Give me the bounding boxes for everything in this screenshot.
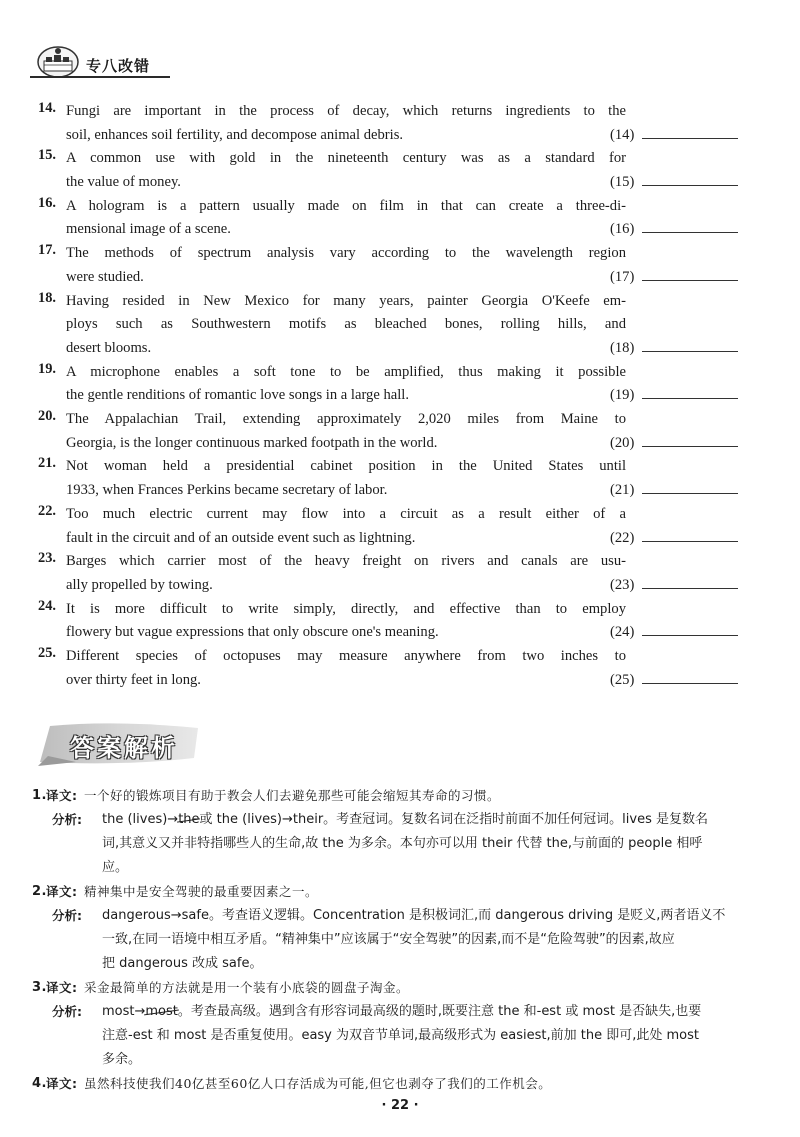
- translation-text: 精神集中是安全驾驶的最重要因素之一。: [84, 884, 319, 899]
- analysis-text: 。考查最高级。遇到含有形容词最高级的题时,既要注意 the 和-est 或 most 是否缺失,也要: [177, 1004, 702, 1019]
- question-list: [38, 100, 758, 692]
- analysis-line: [32, 1048, 752, 1072]
- analysis-text: 把 dangerous 改成 safe。: [102, 956, 263, 971]
- question-text-line: Different species of octopuses may measure anywhere from two inches to: [66, 648, 626, 664]
- blank-underline[interactable]: [642, 337, 738, 352]
- question-number: 21.: [38, 455, 56, 472]
- question-item: [38, 100, 758, 147]
- explanation-item: [32, 1072, 752, 1096]
- analysis-text: 一致,在同一语境中相互矛盾。“精神集中”应该属于“安全驾驶”的因素,而不是“危险驾驶”的因素,故应: [102, 932, 675, 947]
- struck-word: most: [145, 1004, 178, 1019]
- question-text-line: soil, enhances soil fertility, and decompose animal debris.: [66, 126, 404, 143]
- answer-blank[interactable]: [610, 479, 738, 503]
- header-divider: [30, 76, 170, 78]
- question-text-line: Barges which carrier most of the heavy freight on rivers and canals are usu-: [66, 553, 626, 570]
- answer-blank[interactable]: [610, 384, 738, 408]
- analysis-label: 分析:: [52, 1004, 82, 1019]
- question-number: 22.: [38, 502, 56, 519]
- blank-underline[interactable]: [642, 124, 738, 139]
- analysis-line: [32, 928, 752, 952]
- analysis-text: the (lives)→: [102, 812, 179, 827]
- answer-blank[interactable]: [610, 337, 738, 361]
- analysis-line: [32, 1000, 752, 1024]
- answer-blank[interactable]: [610, 171, 738, 195]
- question-item: [38, 408, 758, 455]
- blank-underline[interactable]: [642, 574, 738, 589]
- blank-label: (14): [610, 126, 635, 143]
- struck-word: the: [178, 812, 200, 827]
- analysis-line: [32, 832, 752, 856]
- explanation-item: [32, 976, 752, 1072]
- translation-label: 译文:: [46, 788, 78, 803]
- question-item: [38, 645, 758, 692]
- blank-label: (17): [610, 268, 635, 285]
- analysis-text: 注意-est 和 most 是否重复使用。easy 为双音节单词,最高级形式为 easiest,前加 the 即可,此处 most: [102, 1028, 699, 1043]
- question-text-line: The methods of spectrum analysis vary according to the wavelength region: [66, 245, 626, 262]
- question-text-line: ally propelled by towing.: [66, 576, 213, 593]
- explanation-number: 3.: [32, 980, 47, 995]
- question-text-line: were studied.: [66, 268, 144, 285]
- question-text-line: A hologram is a pattern usually made on film in that can create a three-di-: [66, 197, 626, 214]
- analysis-text: most→: [102, 1004, 146, 1019]
- answer-blank[interactable]: [610, 669, 738, 693]
- question-number: 17.: [38, 242, 56, 259]
- analysis-text: 多余。: [102, 1052, 142, 1067]
- question-text-line: Not woman held a presidential cabinet position in the United States until: [66, 458, 626, 475]
- question-text-line: A common use with gold in the nineteenth century was as a standard for: [66, 150, 626, 167]
- blank-label: (18): [610, 339, 635, 356]
- question-text-line: the value of money.: [66, 174, 181, 191]
- translation-label: 译文:: [46, 1076, 78, 1091]
- analysis-line: [32, 1024, 752, 1048]
- blank-underline[interactable]: [642, 479, 738, 494]
- answer-blank[interactable]: [610, 124, 738, 148]
- blank-underline[interactable]: [642, 527, 738, 542]
- question-text-line: flowery but vague expressions that only obscure one's meaning.: [66, 624, 439, 641]
- question-item: [38, 598, 758, 645]
- question-text-line: The Appalachian Trail, extending approximately 2,020 miles from Maine to: [66, 411, 626, 428]
- book-logo-icon: [36, 44, 80, 80]
- question-number: 14.: [38, 100, 56, 116]
- answer-blank[interactable]: [610, 218, 738, 242]
- blank-underline[interactable]: [642, 171, 738, 186]
- blank-label: (22): [610, 529, 635, 546]
- analysis-line: [32, 808, 752, 832]
- analysis-label: 分析:: [52, 812, 82, 827]
- question-text-line: It is more difficult to write simply, directly, and effective than to employ: [66, 600, 626, 617]
- blank-label: (19): [610, 387, 635, 404]
- question-text-line: Too much electric current may flow into a circuit as a result either of a: [66, 505, 626, 522]
- explanation-number: 4.: [32, 1076, 47, 1091]
- blank-label: (20): [610, 434, 635, 451]
- analysis-text: 应。: [102, 860, 129, 875]
- answer-blank[interactable]: [610, 574, 738, 598]
- page-header: [36, 44, 166, 84]
- blank-underline[interactable]: [642, 266, 738, 281]
- question-text-line: Georgia, is the longer continuous marked footpath in the world.: [66, 434, 438, 451]
- translation-label: 译文:: [46, 980, 78, 995]
- question-item: [38, 361, 758, 408]
- question-number: 16.: [38, 194, 56, 211]
- question-item: [38, 242, 758, 289]
- blank-label: (24): [610, 624, 635, 641]
- analysis-text: dangerous→safe。考查语义逻辑。Concentration 是积极词汇,而 dangerous driving 是贬义,两者语义不: [102, 908, 726, 923]
- page-number: · 22 ·: [381, 1098, 419, 1113]
- question-number: 18.: [38, 289, 56, 306]
- question-text-line: mensional image of a scene.: [66, 221, 231, 238]
- question-number: 15.: [38, 147, 56, 164]
- question-text-line: desert blooms.: [66, 339, 152, 356]
- question-number: 20.: [38, 408, 56, 425]
- question-number: 19.: [38, 360, 56, 377]
- question-item: [38, 455, 758, 502]
- translation-text: 一个好的锻炼项目有助于教会人们去避免那些可能会缩短其寿命的习惯。: [84, 788, 501, 803]
- translation-text: 虽然科技使我们40亿甚至60亿人口存活成为可能,但它也剥夺了我们的工作机会。: [84, 1076, 552, 1091]
- analysis-line: [32, 952, 752, 976]
- question-text-line: Having resided in New Mexico for many years, painter Georgia O'Keefe em-: [66, 292, 626, 309]
- blank-label: (23): [610, 576, 635, 593]
- analysis-label: 分析:: [52, 908, 82, 923]
- question-text-line: the gentle renditions of romantic love songs in a large hall.: [66, 387, 410, 404]
- translation-text: 采金最简单的方法就是用一个装有小底袋的圆盘子淘金。: [84, 980, 410, 995]
- explanations-section: [32, 784, 752, 1096]
- blank-label: (21): [610, 482, 635, 499]
- question-text-line: over thirty feet in long.: [66, 671, 201, 688]
- answer-blank[interactable]: [610, 266, 738, 290]
- answers-banner: [36, 718, 206, 770]
- question-number: 24.: [38, 597, 56, 614]
- question-text-line: fault in the circuit and of an outside event such as lightning.: [66, 529, 416, 546]
- blank-underline[interactable]: [642, 432, 738, 447]
- explanation-item: [32, 784, 752, 880]
- question-item: [38, 147, 758, 194]
- answer-blank[interactable]: [610, 527, 738, 551]
- question-text-line: A microphone enables a soft tone to be amplified, thus making it possible: [66, 363, 626, 380]
- blank-label: (25): [610, 671, 635, 688]
- answers-title: 答案解析: [70, 734, 178, 762]
- blank-underline[interactable]: [642, 384, 738, 399]
- explanation-item: [32, 880, 752, 976]
- analysis-line: [32, 904, 752, 928]
- translation-label: 译文:: [46, 884, 78, 899]
- question-number: 25.: [38, 645, 56, 661]
- section-title: 专八改错: [86, 57, 151, 75]
- question-text-line: 1933, when Frances Perkins became secretary of labor.: [66, 482, 388, 499]
- question-item: [38, 195, 758, 242]
- blank-underline[interactable]: [642, 218, 738, 233]
- explanation-number: 2.: [32, 884, 47, 899]
- analysis-text: 词,其意义又并非特指哪些人的生命,故 the 为多余。本句亦可以用 their 代替 the,与前面的 people 相呼: [102, 836, 703, 851]
- analysis-text: 或 the (lives)→their。考查冠词。复数名词在泛指时前面不加任何冠词。lives 是复数名: [199, 812, 708, 827]
- question-number: 23.: [38, 550, 56, 567]
- blank-underline[interactable]: [642, 621, 738, 636]
- question-text-line: ploys such as Southwestern motifs as bleached bones, rolling hills, and: [66, 316, 626, 333]
- blank-label: (16): [610, 221, 635, 238]
- question-item: [38, 290, 758, 361]
- analysis-line: [32, 856, 752, 880]
- blank-underline[interactable]: [642, 669, 738, 684]
- question-item: [38, 503, 758, 550]
- blank-label: (15): [610, 174, 635, 191]
- answer-blank[interactable]: [610, 432, 738, 456]
- question-item: [38, 550, 758, 597]
- explanation-number: 1.: [32, 788, 47, 803]
- question-text-line: Fungi are important in the process of decay, which returns ingredients to the: [66, 103, 626, 119]
- answer-blank[interactable]: [610, 621, 738, 645]
